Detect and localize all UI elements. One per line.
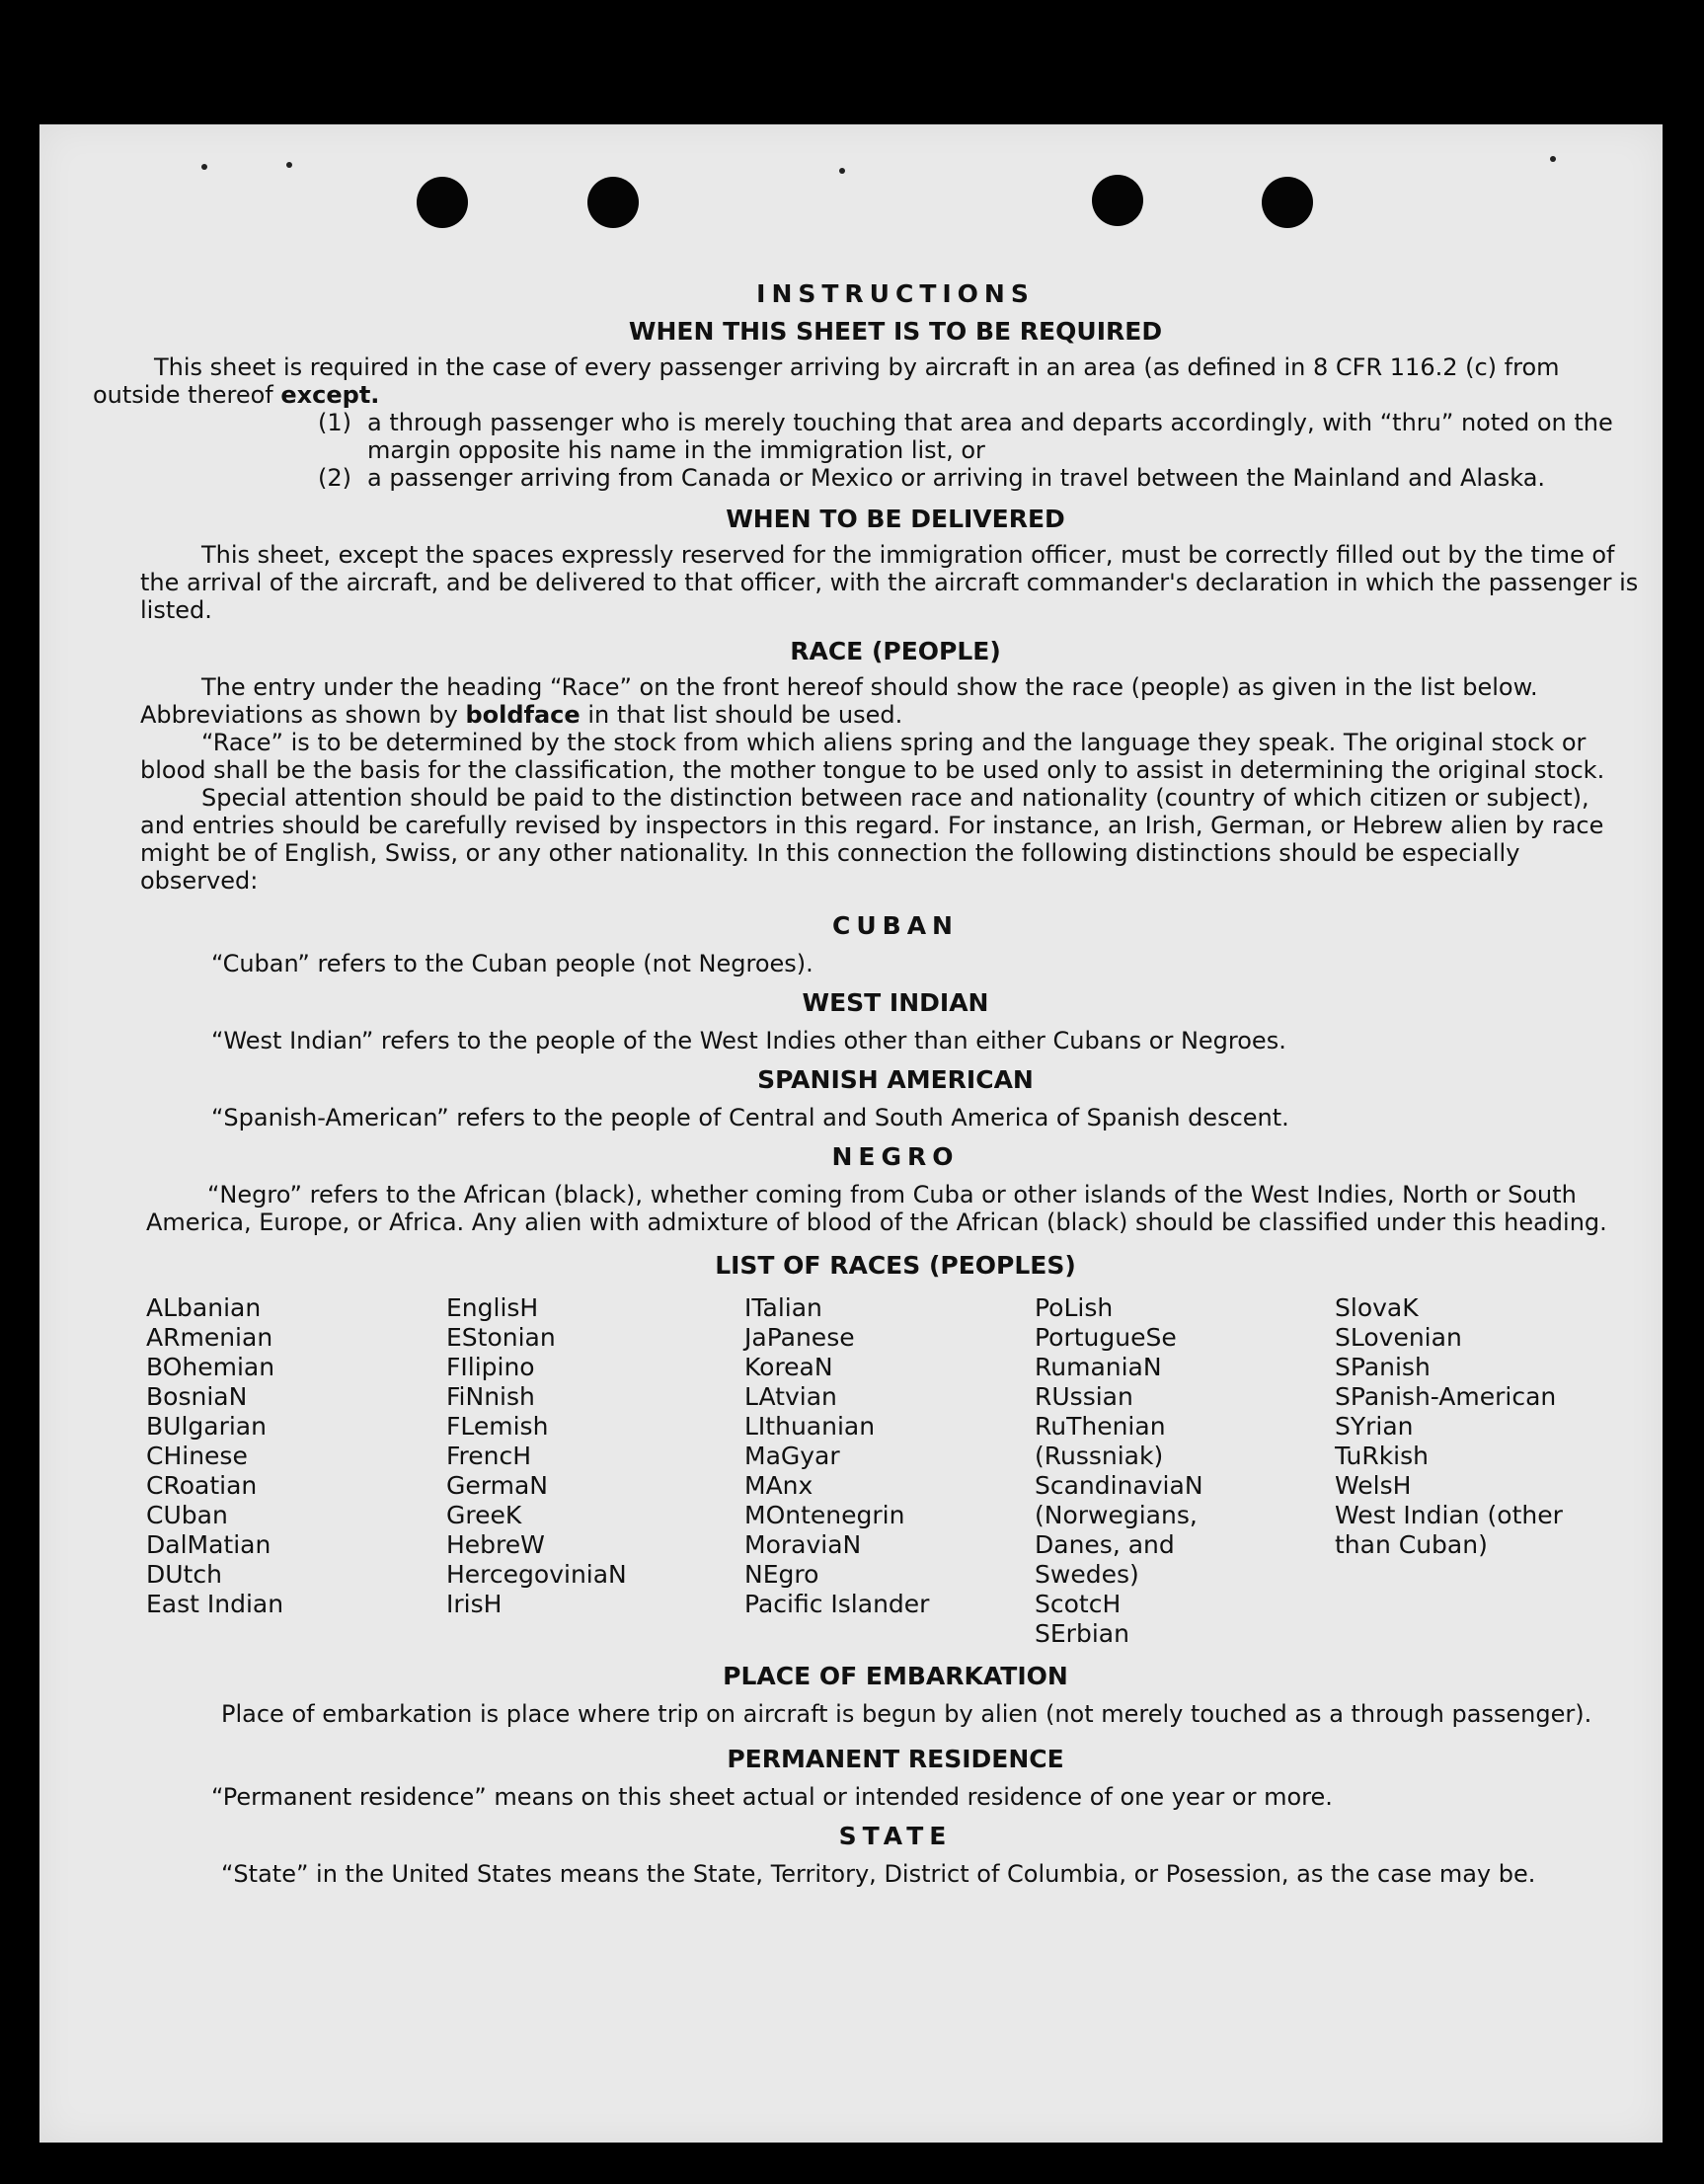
race-item: SLovenian	[1335, 1323, 1462, 1352]
race-item: LIthuanian	[744, 1412, 876, 1441]
section-heading-west-indian: WEST INDIAN	[802, 988, 989, 1017]
races-column-4	[1035, 1293, 1335, 1649]
punch-hole	[587, 177, 639, 228]
races-column-3	[744, 1293, 1035, 1649]
race-item: HebreW	[446, 1530, 545, 1559]
race-item: KoreaN	[744, 1353, 833, 1381]
race-item: GreeK	[446, 1501, 522, 1529]
race-item: JaPanese	[744, 1323, 855, 1352]
race-item: NEgro	[744, 1560, 819, 1589]
race-item: West Indian (other than Cuban)	[1335, 1501, 1563, 1559]
race-item: LAtvian	[744, 1382, 837, 1411]
race-item: HercegoviniaN	[446, 1560, 627, 1589]
section-heading-race: RACE (PEOPLE)	[790, 637, 1001, 665]
section-heading-delivered: WHEN TO BE DELIVERED	[726, 505, 1065, 533]
race-item: SYrian	[1335, 1412, 1414, 1441]
state-text: “State” in the United States means the State, Territory, District of Columbia, or Posession, as the case may be.	[221, 1860, 1536, 1888]
race-paragraph-2: “Race” is to be determined by the stock from which aliens spring and the language they speak. The original stock or blood shall be the basis for the classification, the mother tongue to be used only to assist in determining the original stock.	[140, 729, 1605, 784]
race-item: WelsH	[1335, 1471, 1412, 1500]
race-item: EnglisH	[446, 1293, 539, 1322]
section-heading-list-of-races: LIST OF RACES (PEOPLES)	[715, 1251, 1076, 1280]
race-item: CHinese	[146, 1442, 248, 1470]
race-item: DUtch	[146, 1560, 222, 1589]
spanish-american-text: “Spanish-American” refers to the people of Central and South America of Spanish descent.	[211, 1104, 1289, 1131]
race-item: PortugueSe	[1035, 1323, 1177, 1352]
speck	[1550, 156, 1556, 162]
races-list	[146, 1293, 1641, 1649]
race-item: MAnx	[744, 1471, 813, 1500]
race-item: RUssian	[1035, 1382, 1133, 1411]
negro-text: “Negro” refers to the African (black), whether coming from Cuba or other islands of the West Indies, North or South America, Europe, or Africa. Any alien with admixture of blood of the African (black) should be classified under this heading.	[146, 1181, 1607, 1236]
race-item: SlovaK	[1335, 1293, 1419, 1322]
instructions-content	[93, 279, 1641, 1888]
races-column-1	[146, 1293, 446, 1649]
race-item: RumaniaN	[1035, 1353, 1162, 1381]
race-item: GermaN	[446, 1471, 548, 1500]
race-item: SErbian	[1035, 1619, 1129, 1648]
embarkation-text: Place of embarkation is place where trip on aircraft is begun by alien (not merely touched as a through passenger).	[221, 1700, 1592, 1728]
race-item: ScotcH	[1035, 1590, 1122, 1618]
section-heading-cuban: CUBAN	[832, 911, 959, 940]
race-item: ITalian	[744, 1293, 822, 1322]
document-sheet	[39, 124, 1663, 2143]
races-column-2	[446, 1293, 744, 1649]
delivered-text: This sheet, except the spaces expressly reserved for the immigration officer, must be correctly filled out by the time of the arrival of the aircraft, and be delivered to that officer, with the aircraft commander's declaration in which the passenger is listed.	[140, 541, 1639, 624]
speck	[839, 168, 845, 174]
required-intro: This sheet is required in the case of every passenger arriving by aircraft in an area (as defined in 8 CFR 116.2 (c) from outside thereof except.	[93, 353, 1560, 409]
race-item: SPanish	[1335, 1353, 1431, 1381]
race-item: TuRkish	[1335, 1442, 1429, 1470]
race-item: East Indian	[146, 1590, 284, 1618]
race-paragraph-3: Special attention should be paid to the distinction between race and nationality (country of which citizen or subject), and entries should be carefully revised by inspectors in this regard. For instance, an Irish, German, or Hebrew alien by race might be of English, Swiss, or any other nationality. In this connection the following distinctions should be especially observed:	[140, 784, 1604, 895]
races-column-5	[1335, 1293, 1611, 1649]
punch-hole	[1262, 177, 1313, 228]
punch-hole	[1092, 175, 1143, 226]
race-item: CUban	[146, 1501, 228, 1529]
west-indian-text: “West Indian” refers to the people of the West Indies other than either Cubans or Negroes.	[211, 1027, 1286, 1054]
speck	[201, 164, 207, 170]
race-item: FrencH	[446, 1442, 532, 1470]
race-item: BOhemian	[146, 1353, 275, 1381]
race-item: ScandinaviaN (Norwegians, Danes, and Swedes)	[1035, 1471, 1203, 1589]
race-item: ALbanian	[146, 1293, 262, 1322]
race-item: MOntenegrin	[744, 1501, 905, 1529]
race-item: RuThenian (Russniak)	[1035, 1412, 1166, 1470]
race-item: BUlgarian	[146, 1412, 267, 1441]
race-item: MoraviaN	[744, 1530, 862, 1559]
section-heading-residence: PERMANENT RESIDENCE	[727, 1745, 1064, 1773]
race-item: MaGyar	[744, 1442, 840, 1470]
race-item: FLemish	[446, 1412, 549, 1441]
race-item: ARmenian	[146, 1323, 273, 1352]
race-item: Pacific Islander	[744, 1590, 930, 1618]
required-item-1: (1) a through passenger who is merely touching that area and departs accordingly, with “thru” noted on the margin opposite his name in the immigration list, or	[318, 409, 1613, 464]
cuban-text: “Cuban” refers to the Cuban people (not Negroes).	[211, 950, 813, 977]
race-item: PoLish	[1035, 1293, 1114, 1322]
race-item: EStonian	[446, 1323, 556, 1352]
race-item: DalMatian	[146, 1530, 271, 1559]
section-heading-state: STATE	[838, 1822, 953, 1850]
punch-hole	[417, 177, 468, 228]
speck	[286, 162, 292, 168]
section-heading-negro: NEGRO	[831, 1142, 960, 1171]
race-item: SPanish-American	[1335, 1382, 1557, 1411]
section-heading-required: WHEN THIS SHEET IS TO BE REQUIRED	[628, 317, 1163, 346]
race-item: FIlipino	[446, 1353, 535, 1381]
section-heading-spanish-american: SPANISH AMERICAN	[757, 1065, 1034, 1094]
residence-text: “Permanent residence” means on this sheet actual or intended residence of one year or more.	[211, 1783, 1333, 1811]
race-item: IrisH	[446, 1590, 503, 1618]
page-title: INSTRUCTIONS	[756, 279, 1035, 308]
race-item: FiNnish	[446, 1382, 535, 1411]
race-item: CRoatian	[146, 1471, 258, 1500]
section-heading-embarkation: PLACE OF EMBARKATION	[723, 1662, 1068, 1690]
race-paragraph-1: The entry under the heading “Race” on the front hereof should show the race (people) as given in the list below. Abbreviations as shown by boldface in that list should be used.	[140, 673, 1538, 729]
required-item-2: (2) a passenger arriving from Canada or Mexico or arriving in travel between the Mainland and Alaska.	[318, 464, 1546, 492]
race-item: BosniaN	[146, 1382, 248, 1411]
